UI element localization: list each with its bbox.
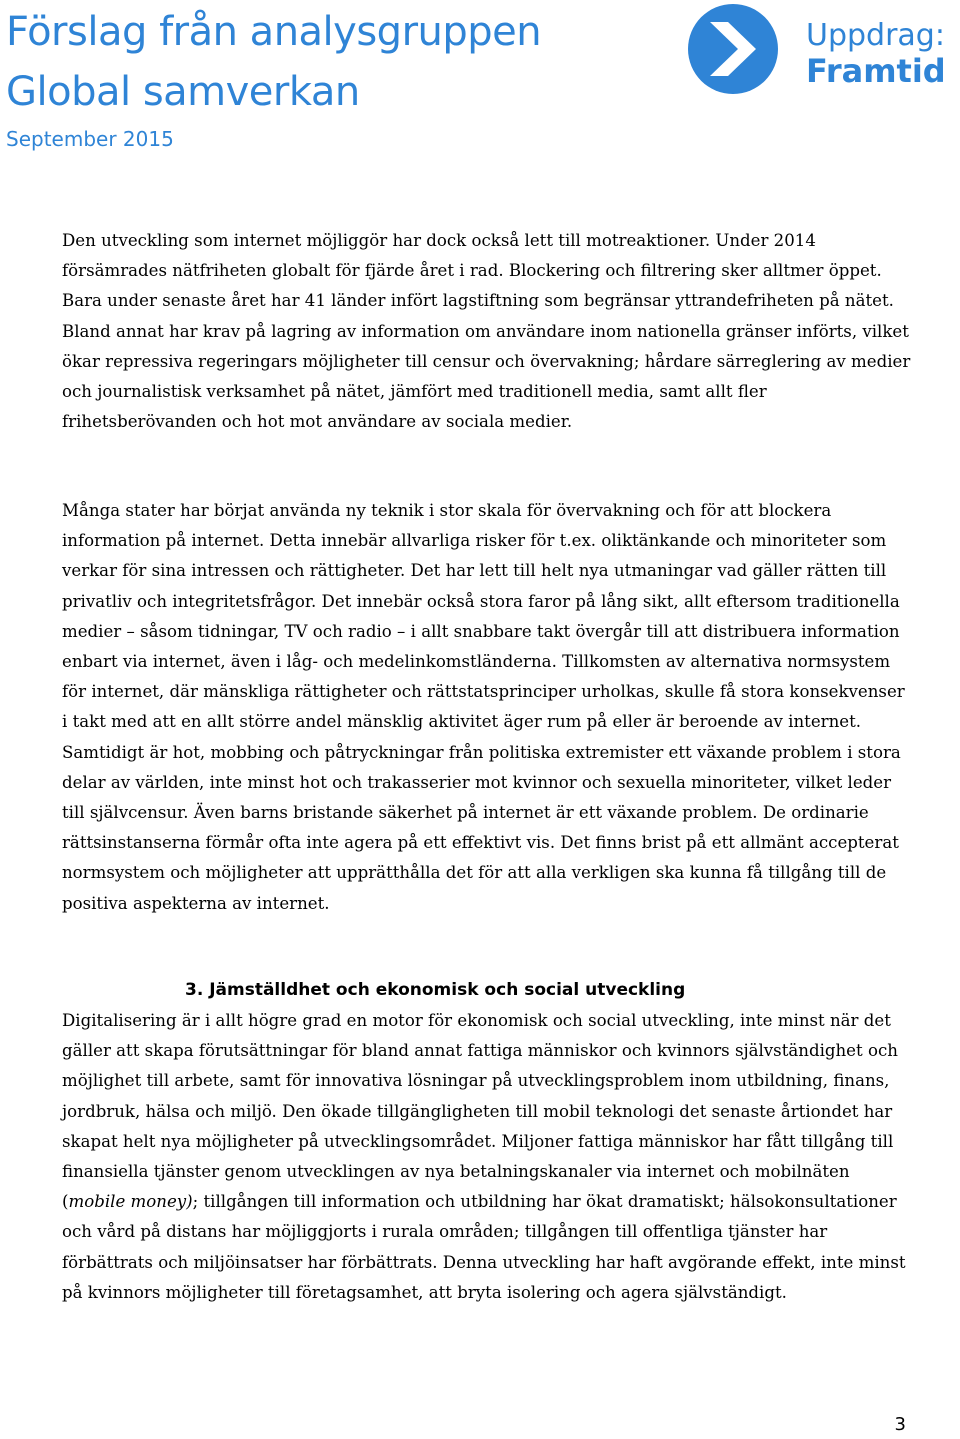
page-number: 3	[894, 1414, 906, 1435]
document-subtitle: Global samverkan	[6, 69, 360, 115]
uppdrag-framtid-logo	[686, 2, 956, 97]
paragraph-internet-restrictions: Den utveckling som internet möjliggör har dock också lett till motreaktioner. Under 2014 försämrades nätfriheten globalt för fjärde året i rad. Blockering och filtrering sker alltmer öppet. Bara under senaste året har 41 länder infört lagstiftning som begränsar yttrandefriheten på nätet. Bland annat har krav på lagring av information om användare inom nationella gränser införts, vilket ökar repressiva regeringars möjligheter till censur och övervakning; hårdare särreglering av medier och journalistisk verksamhet på nätet, jämfört med traditionell media, samt allt fler frihetsberövanden och hot mot användare av sociala medier.	[62, 231, 911, 432]
logo-text-uppdrag: Uppdrag:	[806, 18, 945, 53]
italic-term: mobile money)	[68, 1192, 193, 1212]
paragraph-text: Digitalisering är i allt högre grad en motor för ekonomisk och social utveckling, inte minst när det gäller att skapa förutsättningar för bland annat fattiga människor och kvinnors självständighet och möjlighet till arbete, samt för innovativa lösningar på utvecklingsproblem inom utbildning, finans, jordbruk, hälsa och miljö. Den ökade tillgängligheten till mobil teknologi det senaste årtiondet har skapat helt nya möjligheter på utvecklingsområdet. Miljoner fattiga människor har fått tillgång till finansiella tjänster genom utvecklingen av nya betalningskanaler via internet och mobilnäten (	[62, 1011, 898, 1212]
paragraph-surveillance: Många stater har börjat använda ny teknik i stor skala för övervakning och för att blockera information på internet. Detta innebär allvarliga risker för t.ex. oliktänkande och minoriteter som verkar för sina intressen och rättigheter. Det har lett till helt nya utmaningar vad gäller rätten till privatliv och integritetsfrågor. Det innebär också stora faror på lång sikt, allt eftersom traditionella medier – såsom tidningar, TV och radio – i allt snabbare takt övergår till att distribuera information enbart via internet, även i låg- och medelinkomstländerna. Tillkomsten av alternativa normsystem för internet, där mänskliga rättigheter och rättstatsprinciper urholkas, skulle få stora konsekvenser i takt med att en allt större andel mänsklig aktivitet äger rum på eller är beroende av internet. Samtidigt är hot, mobbing och påtryckningar från politiska extremister ett växande problem i stora delar av världen, inte minst hot och trakasserier mot kvinnor och sexuella minoriteter, vilket leder till självcensur. Även barns bristande säkerhet på internet är ett växande problem. De ordinarie rättsinstanserna förmår ofta inte agera på ett effektivt vis. Det finns brist på ett allmänt accepterat normsystem och möjligheter att upprätthålla det för att alla verkligen ska kunna få tillgång till de positiva aspekterna av internet.	[62, 501, 905, 913]
section-heading: 3. Jämställdhet och ekonomisk och social utveckling	[185, 980, 686, 1000]
paragraph-digitalisation	[62, 1006, 912, 1308]
chevron-arrow-icon	[686, 2, 784, 97]
document-date: September 2015	[6, 127, 174, 151]
document-title: Förslag från analysgruppen	[6, 9, 542, 55]
logo-text-framtid: Framtid	[806, 52, 946, 90]
paragraph-text: ; tillgången till information och utbildning har ökat dramatiskt; hälsokonsultationer och vård på distans har möjliggjorts i rurala områden; tillgången till offentliga tjänster har förbättrats och miljöinsatser har förbättrats. Denna utveckling har haft avgörande effekt, inte minst på kvinnors möjligheter till företagsamhet, att bryta isolering och agera självständigt.	[62, 1192, 906, 1302]
